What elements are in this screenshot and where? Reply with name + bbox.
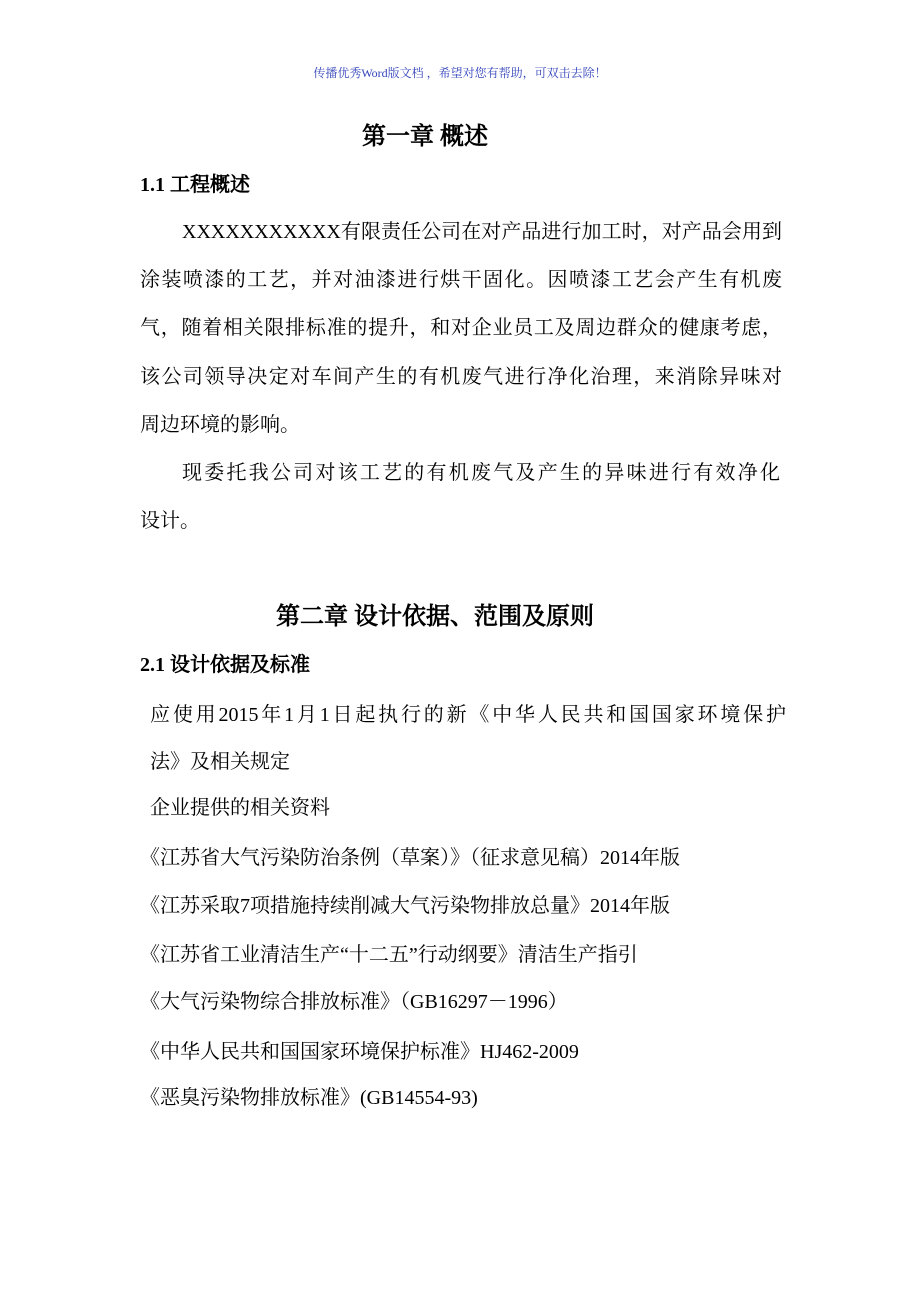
list-item-continuation: 法》及相关规定 bbox=[150, 751, 290, 773]
list-item: 《恶臭污染物排放标准》(GB14554-93) bbox=[140, 1087, 478, 1109]
list-item: 《江苏采取7项措施持续削减大气污染物排放总量》2014年版 bbox=[140, 895, 670, 917]
list-item: 企业提供的相关资料 bbox=[150, 797, 330, 819]
paragraph-line: XXXXXXXXXXX有限责任公司在对产品进行加工时，对产品会用到 bbox=[182, 221, 782, 243]
paragraph-line: 现委托我公司对该工艺的有机废气及产生的异味进行有效净化 bbox=[182, 462, 780, 484]
chapter-1-title: 第一章 概述 bbox=[362, 124, 488, 150]
paragraph-line: 气，随着相关限排标准的提升，和对企业员工及周边群众的健康考虑， bbox=[140, 317, 782, 339]
list-item: 《江苏省大气污染防治条例（草案）》（征求意见稿）2014年版 bbox=[140, 847, 680, 869]
section-2-1-title: 2.1 设计依据及标准 bbox=[140, 654, 310, 676]
list-item: 《大气污染物综合排放标准》（GB16297－1996） bbox=[140, 991, 568, 1013]
list-item: 《江苏省工业清洁生产“十二五”行动纲要》清洁生产指引 bbox=[140, 944, 638, 966]
header-notice: 传播优秀Word版文档 ，希望对您有帮助，可双击去除！ bbox=[313, 66, 607, 80]
paragraph-line: 设计。 bbox=[140, 510, 200, 532]
section-1-1-title: 1.1 工程概述 bbox=[140, 174, 250, 196]
chapter-2-title: 第二章 设计依据、范围及原则 bbox=[276, 604, 594, 630]
paragraph-line: 周边环境的影响。 bbox=[140, 414, 300, 436]
paragraph-line: 该公司领导决定对车间产生的有机废气进行净化治理，来消除异味对 bbox=[140, 366, 782, 388]
list-item: 《中华人民共和国国家环境保护标准》HJ462-2009 bbox=[140, 1041, 579, 1063]
paragraph-line: 涂装喷漆的工艺，并对油漆进行烘干固化。因喷漆工艺会产生有机废 bbox=[140, 269, 782, 291]
list-item: 应使用2015年1月1日起执行的新《中华人民共和国国家环境保护 bbox=[150, 704, 786, 726]
